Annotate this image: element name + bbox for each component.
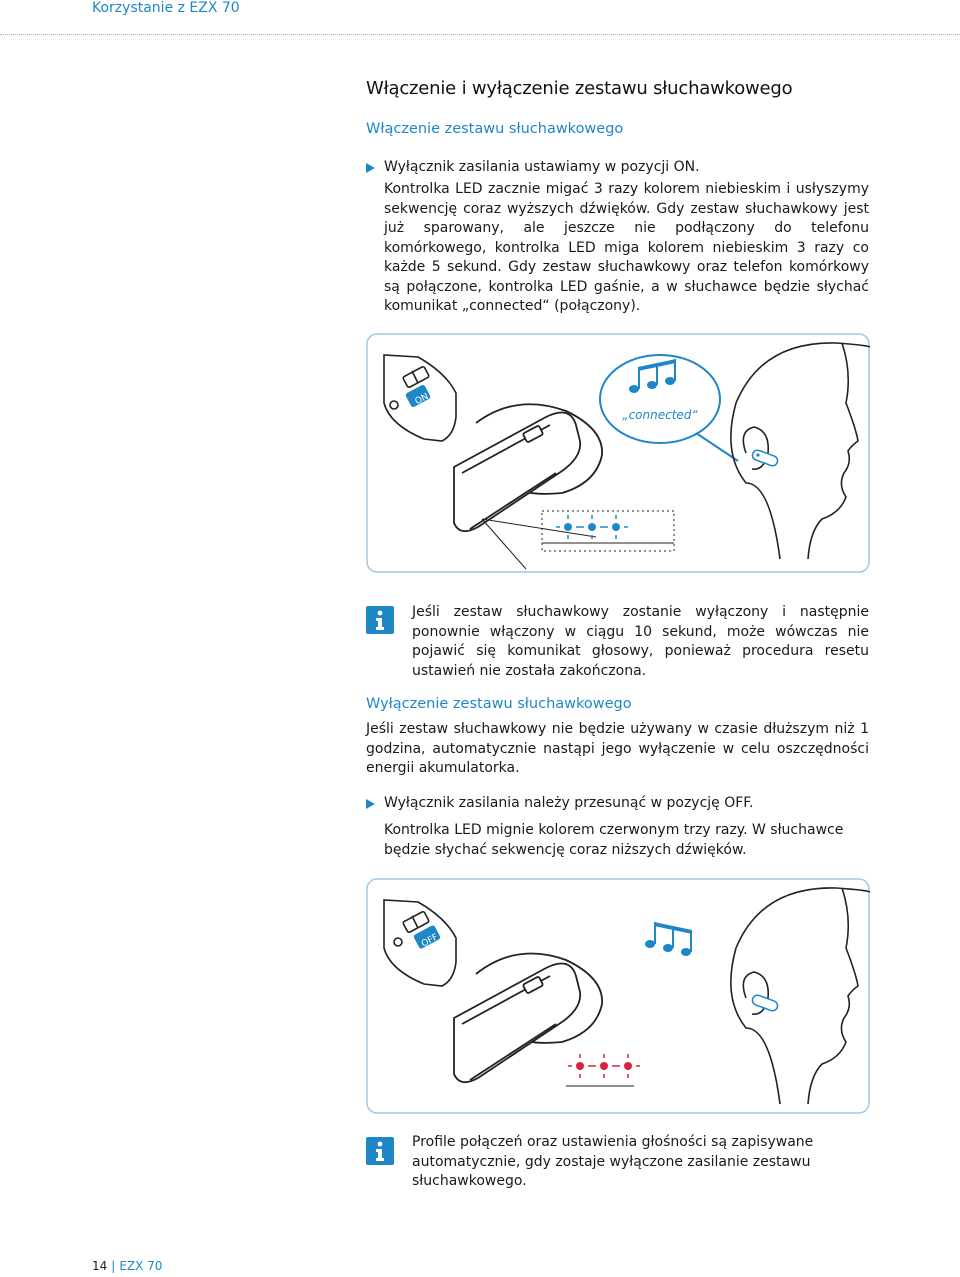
power-on-result: Kontrolka LED zacznie migać 3 razy kolorem niebieskim i usłyszymy sekwencję coraz wyższych dźwięków. Gdy zestaw słuchawkowy jest już sparowany, ale jeszcze nie podłączony do telefonu komórkowego, kontrolka LED miga kolorem niebieskim 3 razy co każde 5 sekund. Gdy zestaw słuchawkowy oraz telefon komórkowy są połączone, kontrolka LED gaśnie, a w słuchawce będzie słychać komunikat „connected“ (połączony).	[384, 181, 869, 314]
power-on-step	[366, 158, 869, 178]
step-arrow-icon	[366, 163, 375, 173]
header-divider	[0, 34, 960, 35]
power-off-heading: Wyłączenie zestawu słuchawkowego	[366, 696, 632, 712]
power-on-note: Jeśli zestaw słuchawkowy zostanie wyłączony i następnie ponownie włączony w ciągu 10 sekund, może wówczas nie pojawić się komunikat głosowy, ponieważ procedura resetu ustawień nie została zakończona.	[412, 604, 869, 679]
head-profile	[731, 343, 870, 559]
switch-label-off: OFF	[419, 932, 441, 950]
step-arrow-icon	[366, 799, 375, 809]
speech-label: „connected“	[622, 408, 698, 422]
led-indicator-strip	[542, 511, 674, 551]
head-profile	[731, 888, 870, 1104]
music-notes-descending-icon	[645, 922, 692, 956]
led-blink-red-icon	[576, 1062, 632, 1070]
music-notes-icon	[629, 359, 676, 393]
switch-label-on: ON	[413, 391, 431, 408]
led-indicator-strip	[566, 1054, 640, 1086]
led-blink-blue-icon	[564, 523, 620, 531]
power-off-step	[366, 794, 869, 814]
figure-frame	[367, 879, 869, 1113]
running-header: Korzystanie z EZX 70	[92, 0, 240, 16]
footer-separator: |	[111, 1259, 116, 1273]
power-on-step-text: Wyłącznik zasilania ustawiamy w pozycji ON.	[384, 159, 700, 175]
headset-illustration	[454, 404, 602, 569]
earpiece-icon	[751, 994, 779, 1012]
info-icon	[366, 1137, 394, 1165]
power-off-result: Kontrolka LED mignie kolorem czerwonym trzy razy. W słuchawce będzie słychać sekwencję coraz niższych dźwięków.	[384, 822, 844, 858]
page-number: 14	[92, 1259, 108, 1273]
power-off-note: Profile połączeń oraz ustawienia głośności są zapisywane automatycznie, gdy zostaje wyłączone zasilanie zestawu słuchawkowego.	[412, 1134, 814, 1189]
page-footer	[92, 1259, 162, 1273]
power-on-heading: Włączenie zestawu słuchawkowego	[366, 121, 624, 137]
power-off-intro: Jeśli zestaw słuchawkowy nie będzie używany w czasie dłuższym niż 1 godzina, automatycznie nastąpi jego wyłączenie w celu oszczędności energii akumulatorka.	[366, 721, 869, 776]
info-icon	[366, 606, 394, 634]
figure-frame	[367, 334, 869, 572]
footer-model: EZX 70	[119, 1259, 163, 1273]
power-on-illustration	[366, 333, 870, 573]
earpiece-icon	[751, 449, 779, 467]
section-title: Włączenie i wyłączenie zestawu słuchawkowego	[366, 78, 793, 99]
power-off-illustration	[366, 878, 870, 1114]
power-off-step-text: Wyłącznik zasilania należy przesunąć w pozycję OFF.	[384, 795, 754, 811]
switch-detail	[384, 900, 456, 986]
